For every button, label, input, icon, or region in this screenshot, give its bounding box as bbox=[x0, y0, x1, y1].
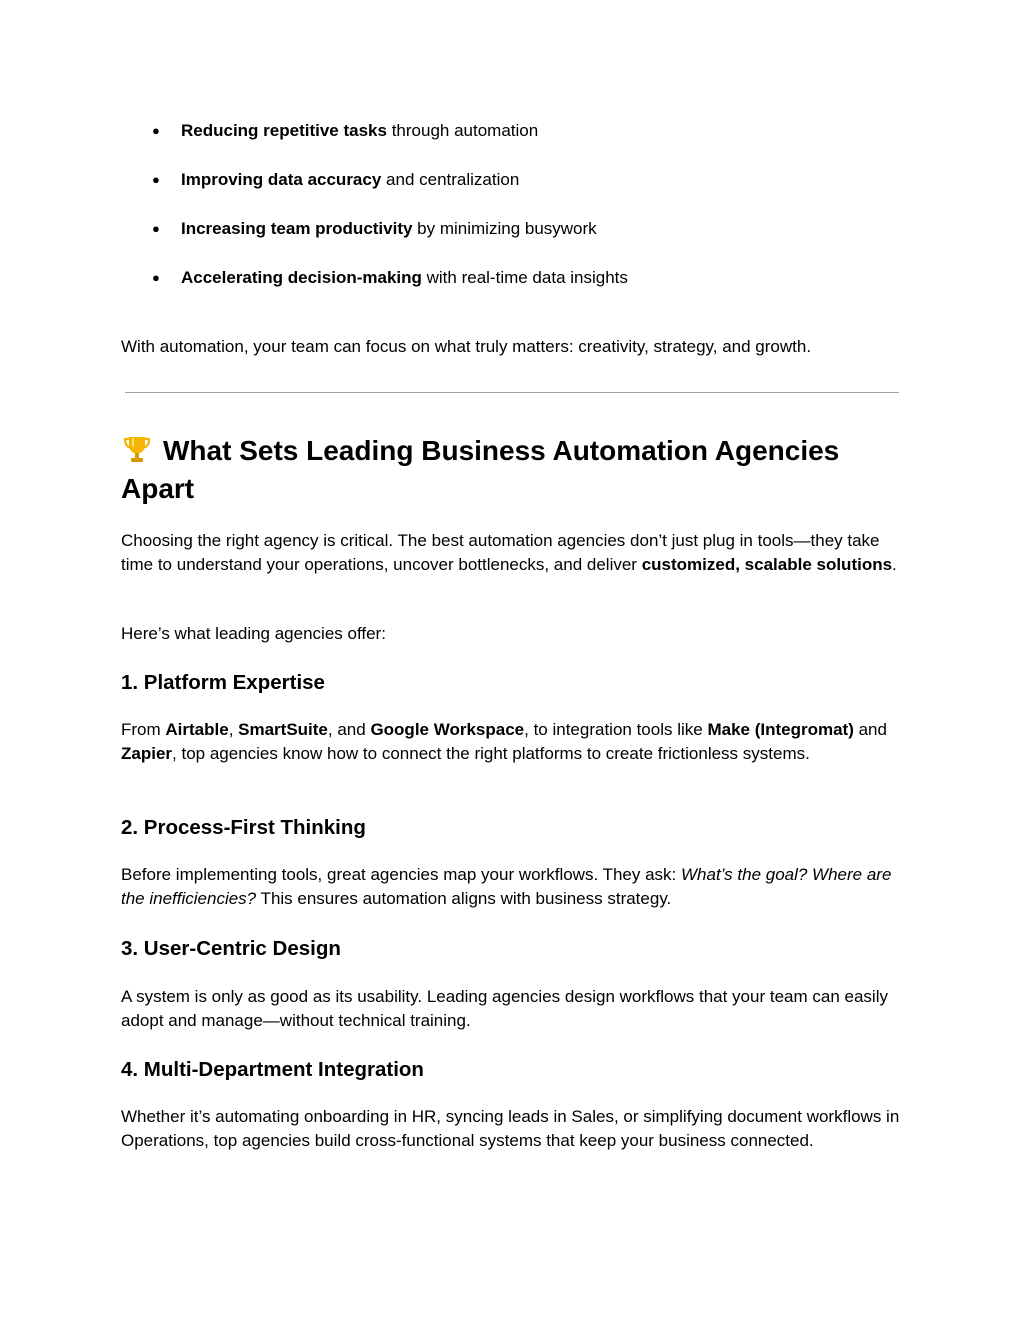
bold-term: Google Workspace bbox=[370, 720, 525, 739]
benefits-list bbox=[121, 120, 911, 316]
closing-paragraph: With automation, your team can focus on what truly matters: creativity, strategy, and growth. bbox=[121, 337, 812, 356]
list-item-text: by minimizing busywork bbox=[412, 219, 597, 238]
subsection-heading: 3. User-Centric Design bbox=[121, 937, 341, 960]
subsection-heading: 4. Multi-Department Integration bbox=[121, 1058, 424, 1081]
list-item-text: with real-time data insights bbox=[421, 268, 628, 287]
subsection-heading: 1. Platform Expertise bbox=[121, 671, 325, 694]
subsection-body: Before implementing tools, great agencies map your workflows. They ask: What’s the goal? Where are the inefficiencies? This ensures automation aligns with business strategy. bbox=[121, 865, 892, 909]
bullet-icon: ● bbox=[152, 172, 160, 187]
list-item-text: through automation bbox=[386, 121, 539, 140]
bold-term: SmartSuite bbox=[238, 720, 328, 739]
list-item-text: and centralization bbox=[381, 170, 520, 189]
list-item-bold: Improving data accuracy bbox=[181, 170, 382, 189]
list-item bbox=[121, 218, 911, 267]
subsection-body: A system is only as good as its usability. Leading agencies design workflows that your team can easily adopt and manage—without technical training. bbox=[121, 987, 888, 1031]
bullet-icon: ● bbox=[152, 123, 160, 138]
trophy-icon bbox=[121, 433, 153, 465]
subsection-body: Whether it’s automating onboarding in HR, syncing leads in Sales, or simplifying document workflows in Operations, top agencies build cross-functional systems that keep your business connected. bbox=[121, 1107, 900, 1151]
bullet-icon: ● bbox=[152, 270, 160, 285]
subsection-body: From Airtable, SmartSuite, and Google Workspace, to integration tools like Make (Integromat) and Zapier, top agencies know how to connect the right platforms to create frictionless systems. bbox=[121, 720, 887, 764]
italic-phrase: What’s the goal? Where are the inefficiencies? bbox=[121, 865, 892, 909]
bold-phrase: customized, scalable solutions bbox=[641, 555, 893, 575]
bold-term: Airtable bbox=[165, 720, 229, 739]
horizontal-divider bbox=[125, 392, 899, 393]
list-item-bold: Increasing team productivity bbox=[181, 219, 413, 238]
section-title bbox=[121, 432, 911, 508]
list-item bbox=[121, 120, 911, 169]
list-item bbox=[121, 267, 911, 316]
section-title-text: What Sets Leading Business Automation Agencies Apart bbox=[121, 435, 840, 504]
bold-term: Zapier bbox=[121, 744, 173, 764]
list-item-bold: Reducing repetitive tasks bbox=[181, 121, 387, 140]
bullet-icon: ● bbox=[152, 221, 160, 236]
bold-term: Make (Integromat) bbox=[707, 720, 854, 739]
lead-in-text: Here’s what leading agencies offer: bbox=[121, 624, 386, 643]
list-item bbox=[121, 169, 911, 218]
list-item-bold: Accelerating decision-making bbox=[181, 268, 422, 287]
subsection-heading: 2. Process-First Thinking bbox=[121, 816, 366, 839]
section-intro: Choosing the right agency is critical. The best automation agencies don’t just plug in tools—they take time to understand your operations, uncover bottlenecks, and deliver customized, scalable solutions. bbox=[121, 531, 897, 575]
